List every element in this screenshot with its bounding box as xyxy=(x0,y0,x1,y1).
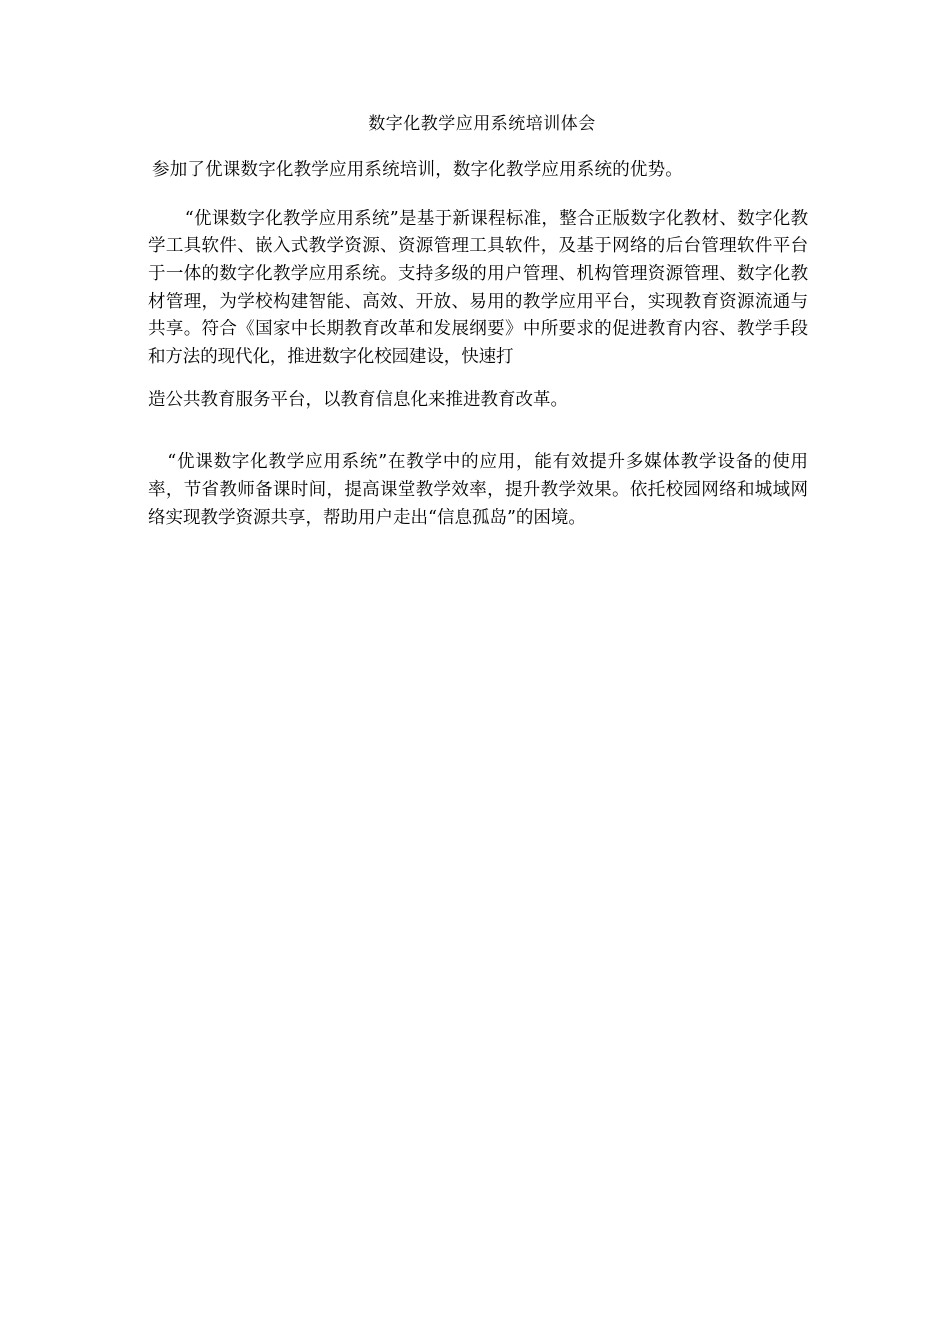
paragraph-spacer xyxy=(148,440,808,448)
paragraph-body-main: “优课数字化教学应用系统”是基于新课程标准，整合正版数字化教材、数字化教学工具软件、嵌入式教学资源、资源管理工具软件，及基于网络的后台管理软件平台于一体的数字化教学应用系统。支持多级的用户管理、机构管理资源管理、数字化教材管理，为学校构建智能、高效、开放、易用的教学应用平台，实现教育资源流通与共享。符合《国家中长期教育改革和发展纲要》中所要求的促进教育内容、教学手段和方法的现代化，推进数字化校园建设，快速打 xyxy=(148,208,808,368)
paragraph-body-continued: 造公共教育服务平台，以教育信息化来推进教育改革。 xyxy=(148,389,568,410)
paragraph-closing: “优课数字化教学应用系统”在教学中的应用，能有效提升多媒体教学设备的使用率，节省教师备课时间，提高课堂教学效率，提升教学效果。依托校园网络和城域网络实现教学资源共享，帮助用户走出“信息孤岛”的困境。 xyxy=(148,452,808,529)
document-body xyxy=(148,112,808,546)
paragraph-intro: 参加了优课数字化教学应用系统培训，数字化教学应用系统的优势。 xyxy=(152,159,683,180)
page-title: 数字化教学应用系统培训体会 xyxy=(368,114,596,134)
